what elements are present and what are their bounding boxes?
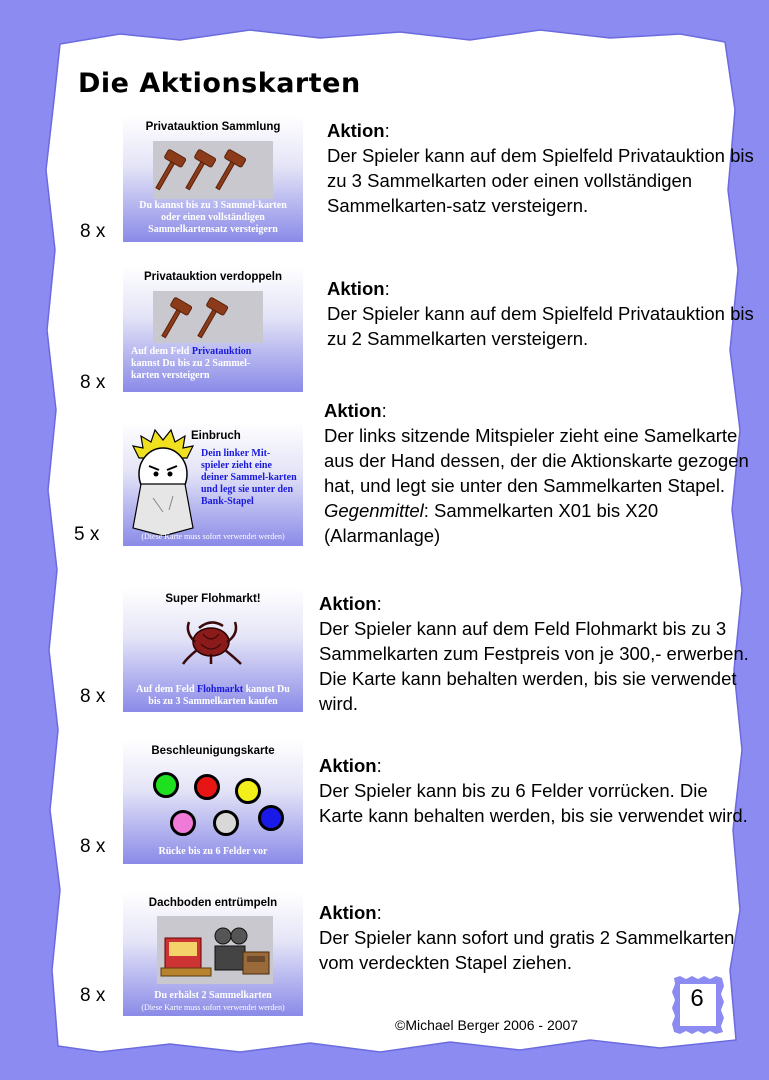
action-text: Der Spieler kann bis zu 6 Felder vorrücken. Die Karte kann behalten werden, bis sie verwendet wird. <box>319 780 748 826</box>
action-card-privatauktion-verdoppeln <box>123 266 303 392</box>
action-text: Der links sitzende Mitspieler zieht eine Samelkarte aus der Hand dessen, der die Aktionskarte gezogen hat, und legt sie unter den Sammelkarten Stapel. <box>324 425 749 496</box>
blue-dot-icon <box>258 805 284 831</box>
card-title: Privatauktion Sammlung <box>145 121 281 133</box>
action-heading: Aktion <box>319 902 377 923</box>
red-dot-icon <box>194 774 220 800</box>
card-illustration-box <box>153 291 263 343</box>
attic-items-icon <box>157 916 273 984</box>
page-number: 6 <box>690 985 704 1012</box>
card-illustration-box <box>153 141 273 199</box>
counter-text: : Sammelkarten X01 bis X20 (Alarmanlage) <box>324 500 659 546</box>
card-description: Du kannst bis zu 3 Sammel-karten oder einen vollständigen Sammelkartensatz versteigern <box>139 200 287 235</box>
card-description: Du erhälst 2 Sammelkarten <box>154 990 272 1001</box>
page-title: Die Aktionskarten <box>78 68 361 99</box>
action-heading: Aktion <box>327 120 385 141</box>
card-title: Dachboden entrümpeln <box>148 897 278 909</box>
action-card-privatauktion-sammlung <box>123 116 303 242</box>
card-note: (Diese Karte muss sofort verwendet werden) <box>141 532 285 541</box>
card-title: Einbruch <box>191 430 241 442</box>
card-description: Dein linker Mit-spieler zieht eine deiner Sammel-karten und legt sie unter den Bank-Stapel <box>201 448 297 507</box>
card-count: 8 x <box>80 686 106 707</box>
gavel-icon <box>153 141 273 199</box>
card-count: 5 x <box>74 524 100 545</box>
action-heading: Aktion <box>327 278 385 299</box>
card-count: 8 x <box>80 985 106 1006</box>
action-card-beschleunigungskarte <box>123 740 303 864</box>
action-text: Der Spieler kann sofort und gratis 2 Sammelkarten vom verdeckten Stapel ziehen. <box>319 927 735 973</box>
burglar-icon <box>129 428 197 536</box>
action-card-dachboden-entruempeln <box>123 892 303 1016</box>
gavel-icon <box>153 291 263 343</box>
action-description: Aktion: Der Spieler kann auf dem Feld Flohmarkt bis zu 3 Sammelkarten zum Festpreis von je 300,- erwerben. Die Karte kann behalten werden, bis sie verwendet wird. <box>319 593 749 714</box>
card-title: Super Flohmarkt! <box>165 593 261 605</box>
card-description: Rücke bis zu 6 Felder vor <box>158 846 268 857</box>
card-illustration-box <box>157 916 273 984</box>
action-heading: Aktion <box>319 593 377 614</box>
action-description: Aktion: Der Spieler kann auf dem Spielfeld Privatauktion bis zu 2 Sammelkarten versteigern. <box>327 278 754 349</box>
action-description: Aktion: Der Spieler kann sofort und gratis 2 Sammelkarten vom verdeckten Stapel ziehen. <box>319 902 735 973</box>
action-text: Der Spieler kann auf dem Spielfeld Privatauktion bis zu 3 Sammelkarten oder einen vollständigen Sammelkarten-satz versteigern. <box>327 145 754 216</box>
card-count: 8 x <box>80 221 106 242</box>
counter-label: Gegenmittel <box>324 500 424 521</box>
yellow-dot-icon <box>235 778 261 804</box>
card-count: 8 x <box>80 372 106 393</box>
action-text: Der Spieler kann auf dem Feld Flohmarkt bis zu 3 Sammelkarten zum Festpreis von je 300,- erwerben. Die Karte kann behalten werden, bis sie verwendet wird. <box>319 618 749 714</box>
action-heading: Aktion <box>319 755 377 776</box>
card-description: Auf dem Feld Privatauktion kannst Du bis zu 2 Sammel-karten versteigern <box>131 346 252 381</box>
white-dot-icon <box>213 810 239 836</box>
card-count: 8 x <box>80 836 106 857</box>
action-description: Aktion: Der Spieler kann auf dem Spielfeld Privatauktion bis zu 3 Sammelkarten oder einen vollständigen Sammelkarten-satz versteigern. <box>327 120 754 216</box>
action-card-super-flohmarkt <box>123 588 303 712</box>
flea-icon <box>181 614 243 666</box>
card-title: Beschleunigungskarte <box>151 745 275 757</box>
green-dot-icon <box>153 772 179 798</box>
card-note: (Diese Karte muss sofort verwendet werden) <box>141 1003 285 1012</box>
card-description: Auf dem Feld Flohmarkt kannst Du bis zu 3 Sammelkarten kaufen <box>136 684 290 707</box>
action-card-einbruch <box>123 422 303 546</box>
action-heading: Aktion <box>324 400 382 421</box>
card-title: Privatauktion verdoppeln <box>143 271 283 283</box>
action-text: Der Spieler kann auf dem Spielfeld Privatauktion bis zu 2 Sammelkarten versteigern. <box>327 303 754 349</box>
action-description: Aktion: Der links sitzende Mitspieler zieht eine Samelkarte aus der Hand dessen, der die Aktionskarte gezogen hat, und legt sie unter den Sammelkarten Stapel. Gegenmittel: Sammelkarten X01 bis X20 (Alarmanlage) <box>324 400 749 546</box>
pink-dot-icon <box>170 810 196 836</box>
action-description: Aktion: Der Spieler kann bis zu 6 Felder vorrücken. Die Karte kann behalten werden, bis sie verwendet wird. <box>319 755 748 826</box>
copyright-footer: ©Michael Berger 2006 - 2007 <box>395 1017 579 1033</box>
